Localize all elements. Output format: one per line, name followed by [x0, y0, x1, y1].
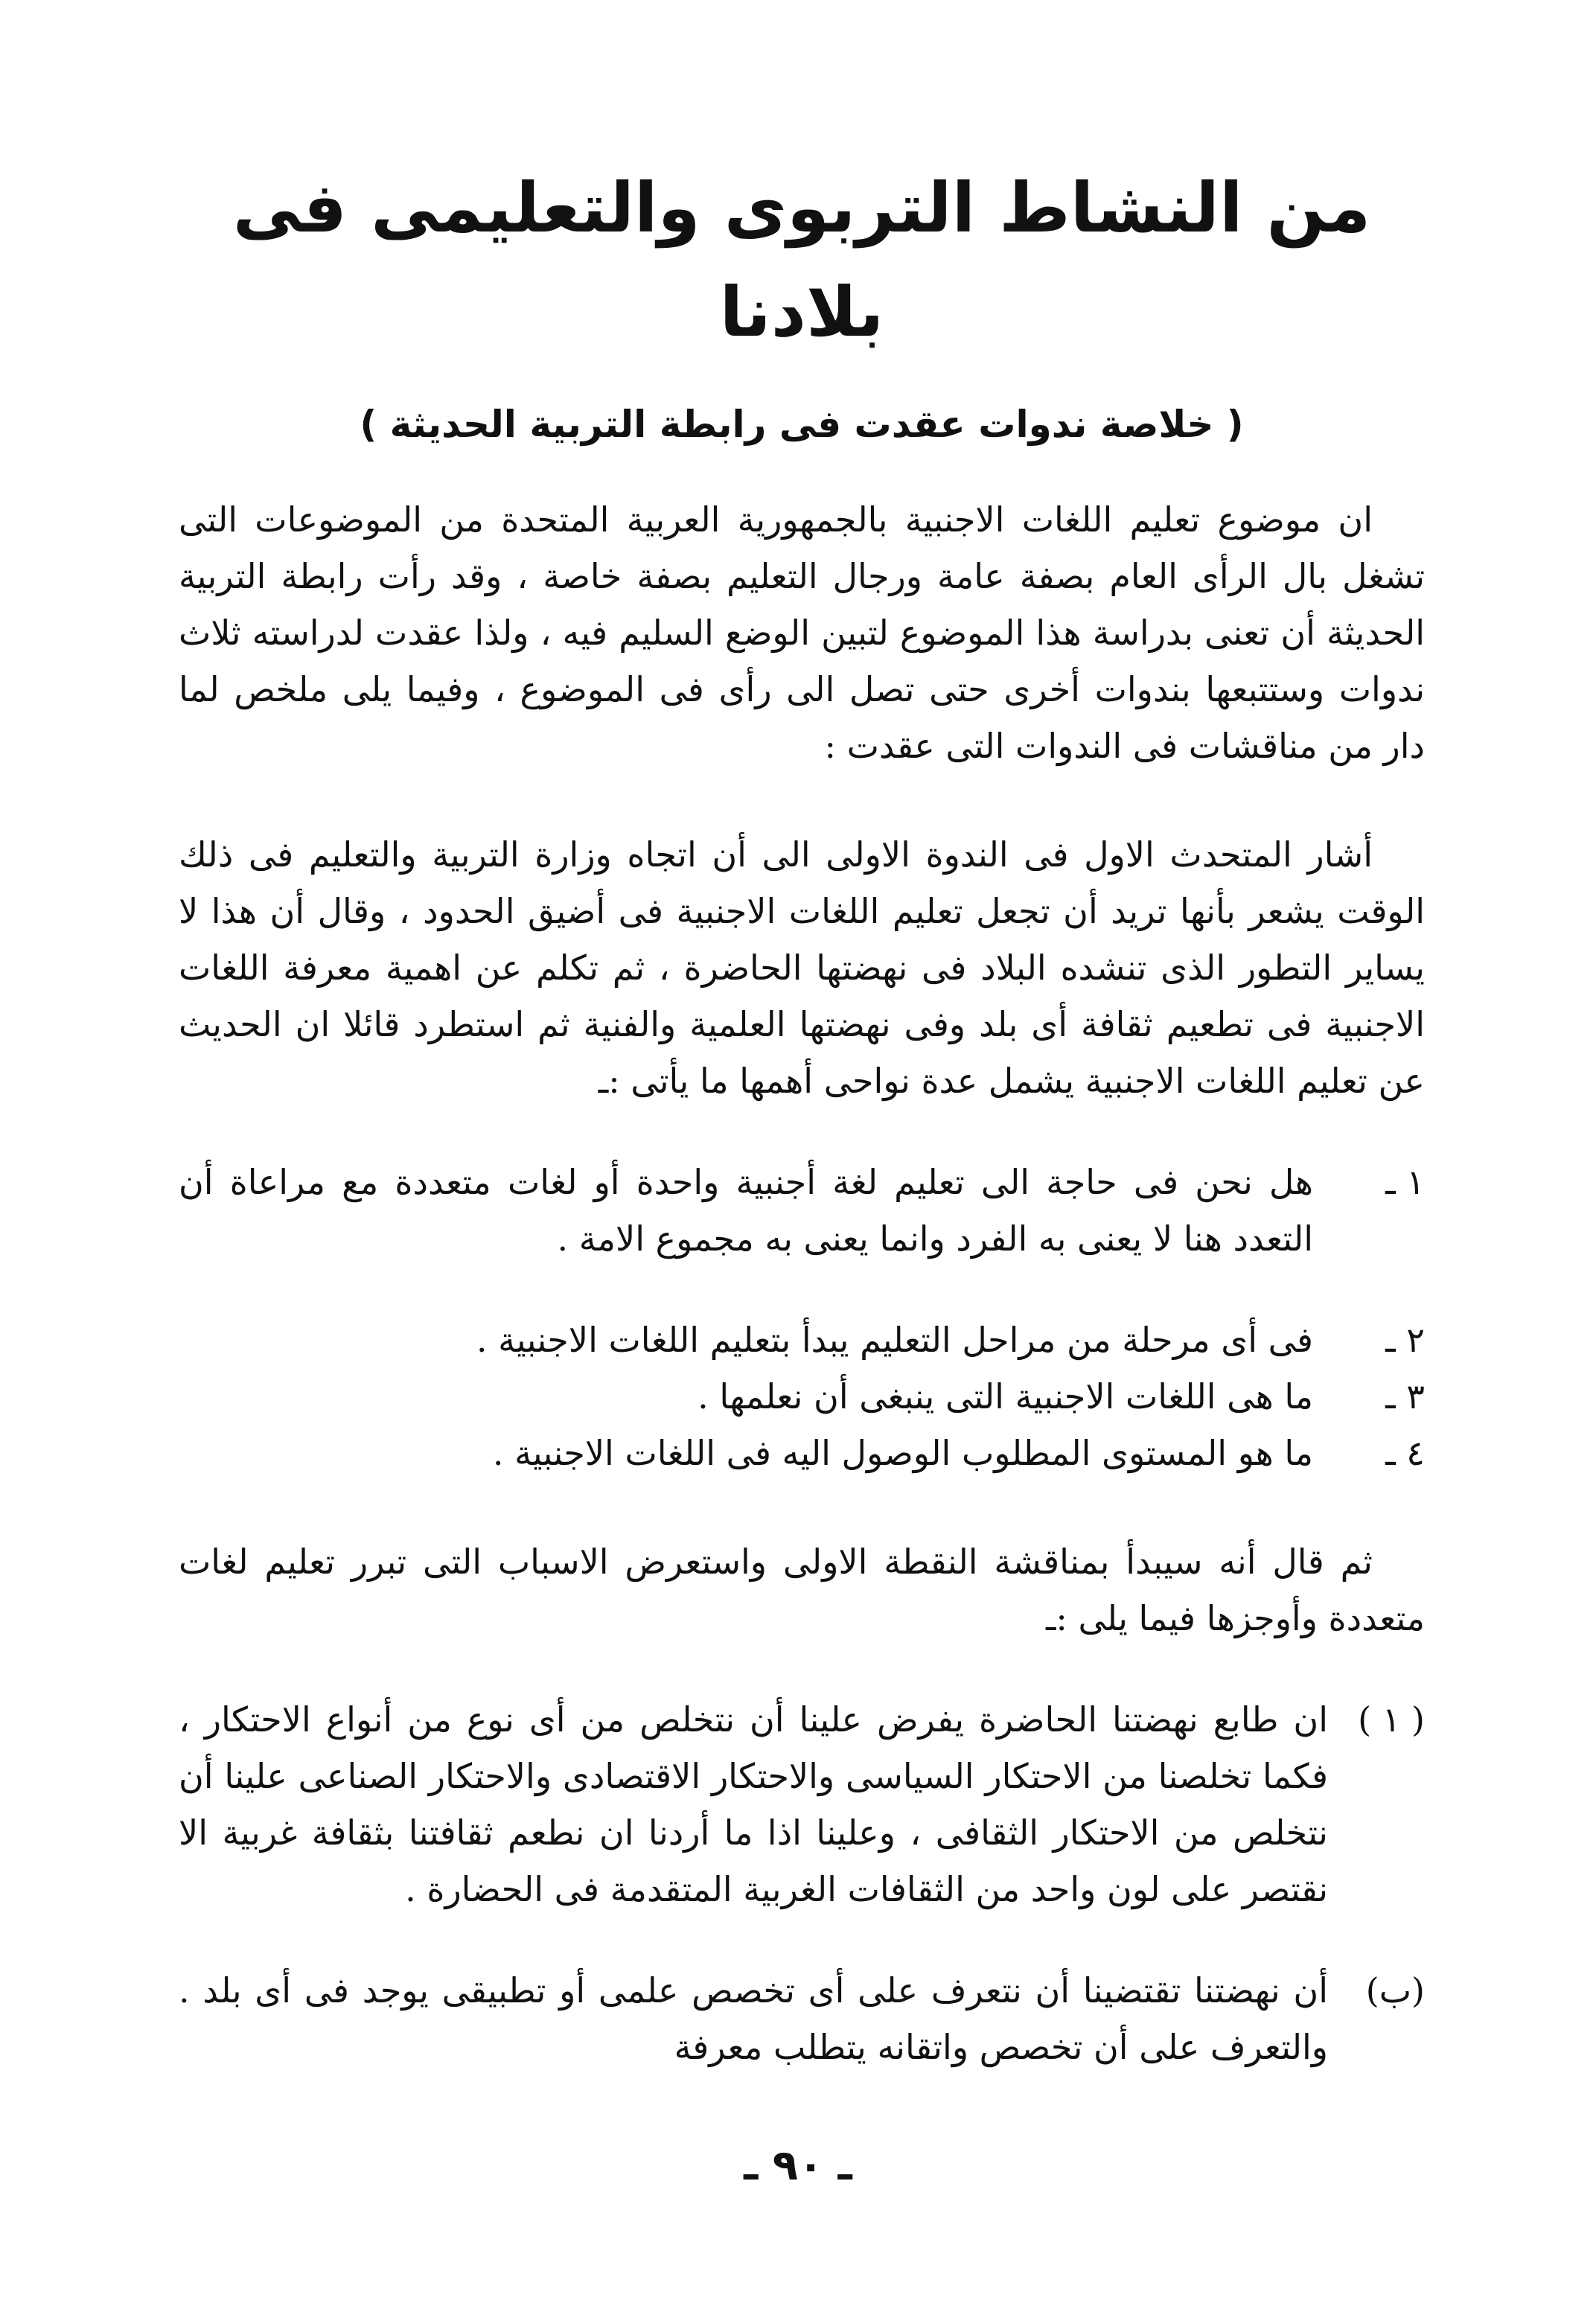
- item-number: (ب): [1365, 1970, 1425, 2011]
- item-text: ان طابع نهضتنا الحاضرة يفرض علينا أن نتخلص من أى نوع من أنواع الاحتكار ، فكما تخلصنا من الاحتكار السياسى والاحتكار الاقتصادى والاحتكار الصناعى علينا أن نتخلص من الاحتكار الثقافى ، وعلينا اذا ما أردنا ان نطعم ثقافتنا بثقافة غربية الا نقتصر على لون واحد من الثقافات الغربية المتقدمة فى الحضارة .: [179, 1699, 1328, 1909]
- list-item: [179, 1425, 1425, 1481]
- page-subtitle: ( خلاصة ندوات عقدت فى رابطة التربية الحديثة ): [360, 403, 1244, 446]
- item-number: ١ ـ: [1385, 1162, 1425, 1202]
- item-number: ٢ ـ: [1385, 1320, 1425, 1360]
- item-text: ما هو المستوى المطلوب الوصول اليه فى اللغات الاجنبية .: [492, 1433, 1313, 1473]
- list-item: [179, 1691, 1425, 1917]
- speaker-paragraph: أشار المتحدث الاول فى الندوة الاولى الى أن اتجاه وزارة التربية والتعليم فى ذلك الوقت يشعر بأنها تريد أن تجعل تعليم اللغات الاجنبية فى أضيق الحدود ، وقال أن هذا لا يساير التطور الذى تنشده البلاد فى نهضتها الحاضرة ، ثم تكلم عن اهمية معرفة اللغات الاجنبية فى تطعيم ثقافة أى بلد وفى نهضتها العلمية والفنية ثم استطرد قائلا ان الحديث عن تعليم اللغات الاجنبية يشمل عدة نواحى أهمها ما يأتى :ـ: [179, 834, 1425, 1101]
- list-item: [179, 1368, 1425, 1425]
- page-title: من النشاط التربوى والتعليمى فى بلادنا: [232, 168, 1371, 352]
- item-text: أن نهضتنا تقتضينا أن نتعرف على أى تخصص علمى أو تطبيقى يوجد فى أى بلد . والتعرف على أن تخصص واتقانه يتطلب معرفة: [179, 1970, 1328, 2067]
- list-item: [179, 1154, 1425, 1267]
- reasons-list: [179, 1691, 1425, 2075]
- item-number: ٣ ـ: [1385, 1376, 1425, 1417]
- intro-paragraph: ان موضوع تعليم اللغات الاجنبية بالجمهورية العربية المتحدة من الموضوعات التى تشغل بال الرأى العام بصفة عامة ورجال التعليم بصفة خاصة ، وقد رأت رابطة التربية الحديثة أن تعنى بدراسة هذا الموضوع لتبين الوضع السليم فيه ، ولذا عقدت لدراسته ثلاث ندوات وستتبعها بندوات أخرى حتى تصل الى رأى فى الموضوع ، وفيما يلى ملخص لما دار من مناقشات فى الندوات التى عقدت :: [179, 499, 1425, 766]
- list-item: [179, 1312, 1425, 1368]
- list-item: [179, 1962, 1425, 2075]
- item-text: هل نحن فى حاجة الى تعليم لغة أجنبية واحدة أو لغات متعددة مع مراعاة أن التعدد هنا لا يعنى به الفرد وانما يعنى به مجموع الامة .: [179, 1162, 1313, 1259]
- item-number: ( ١ ): [1358, 1699, 1425, 1740]
- item-text: ما هى اللغات الاجنبية التى ينبغى أن نعلمها .: [698, 1376, 1313, 1417]
- item-text: فى أى مرحلة من مراحل التعليم يبدأ بتعليم اللغات الاجنبية .: [476, 1320, 1313, 1360]
- page-number: ـ ٩٠ ـ: [744, 2142, 852, 2190]
- questions-list: [179, 1154, 1425, 1481]
- reasons-intro-paragraph: ثم قال أنه سيبدأ بمناقشة النقطة الاولى واستعرض الاسباب التى تبرر تعليم لغات متعددة وأوجزها فيما يلى :ـ: [179, 1542, 1425, 1638]
- item-number: ٤ ـ: [1385, 1433, 1425, 1473]
